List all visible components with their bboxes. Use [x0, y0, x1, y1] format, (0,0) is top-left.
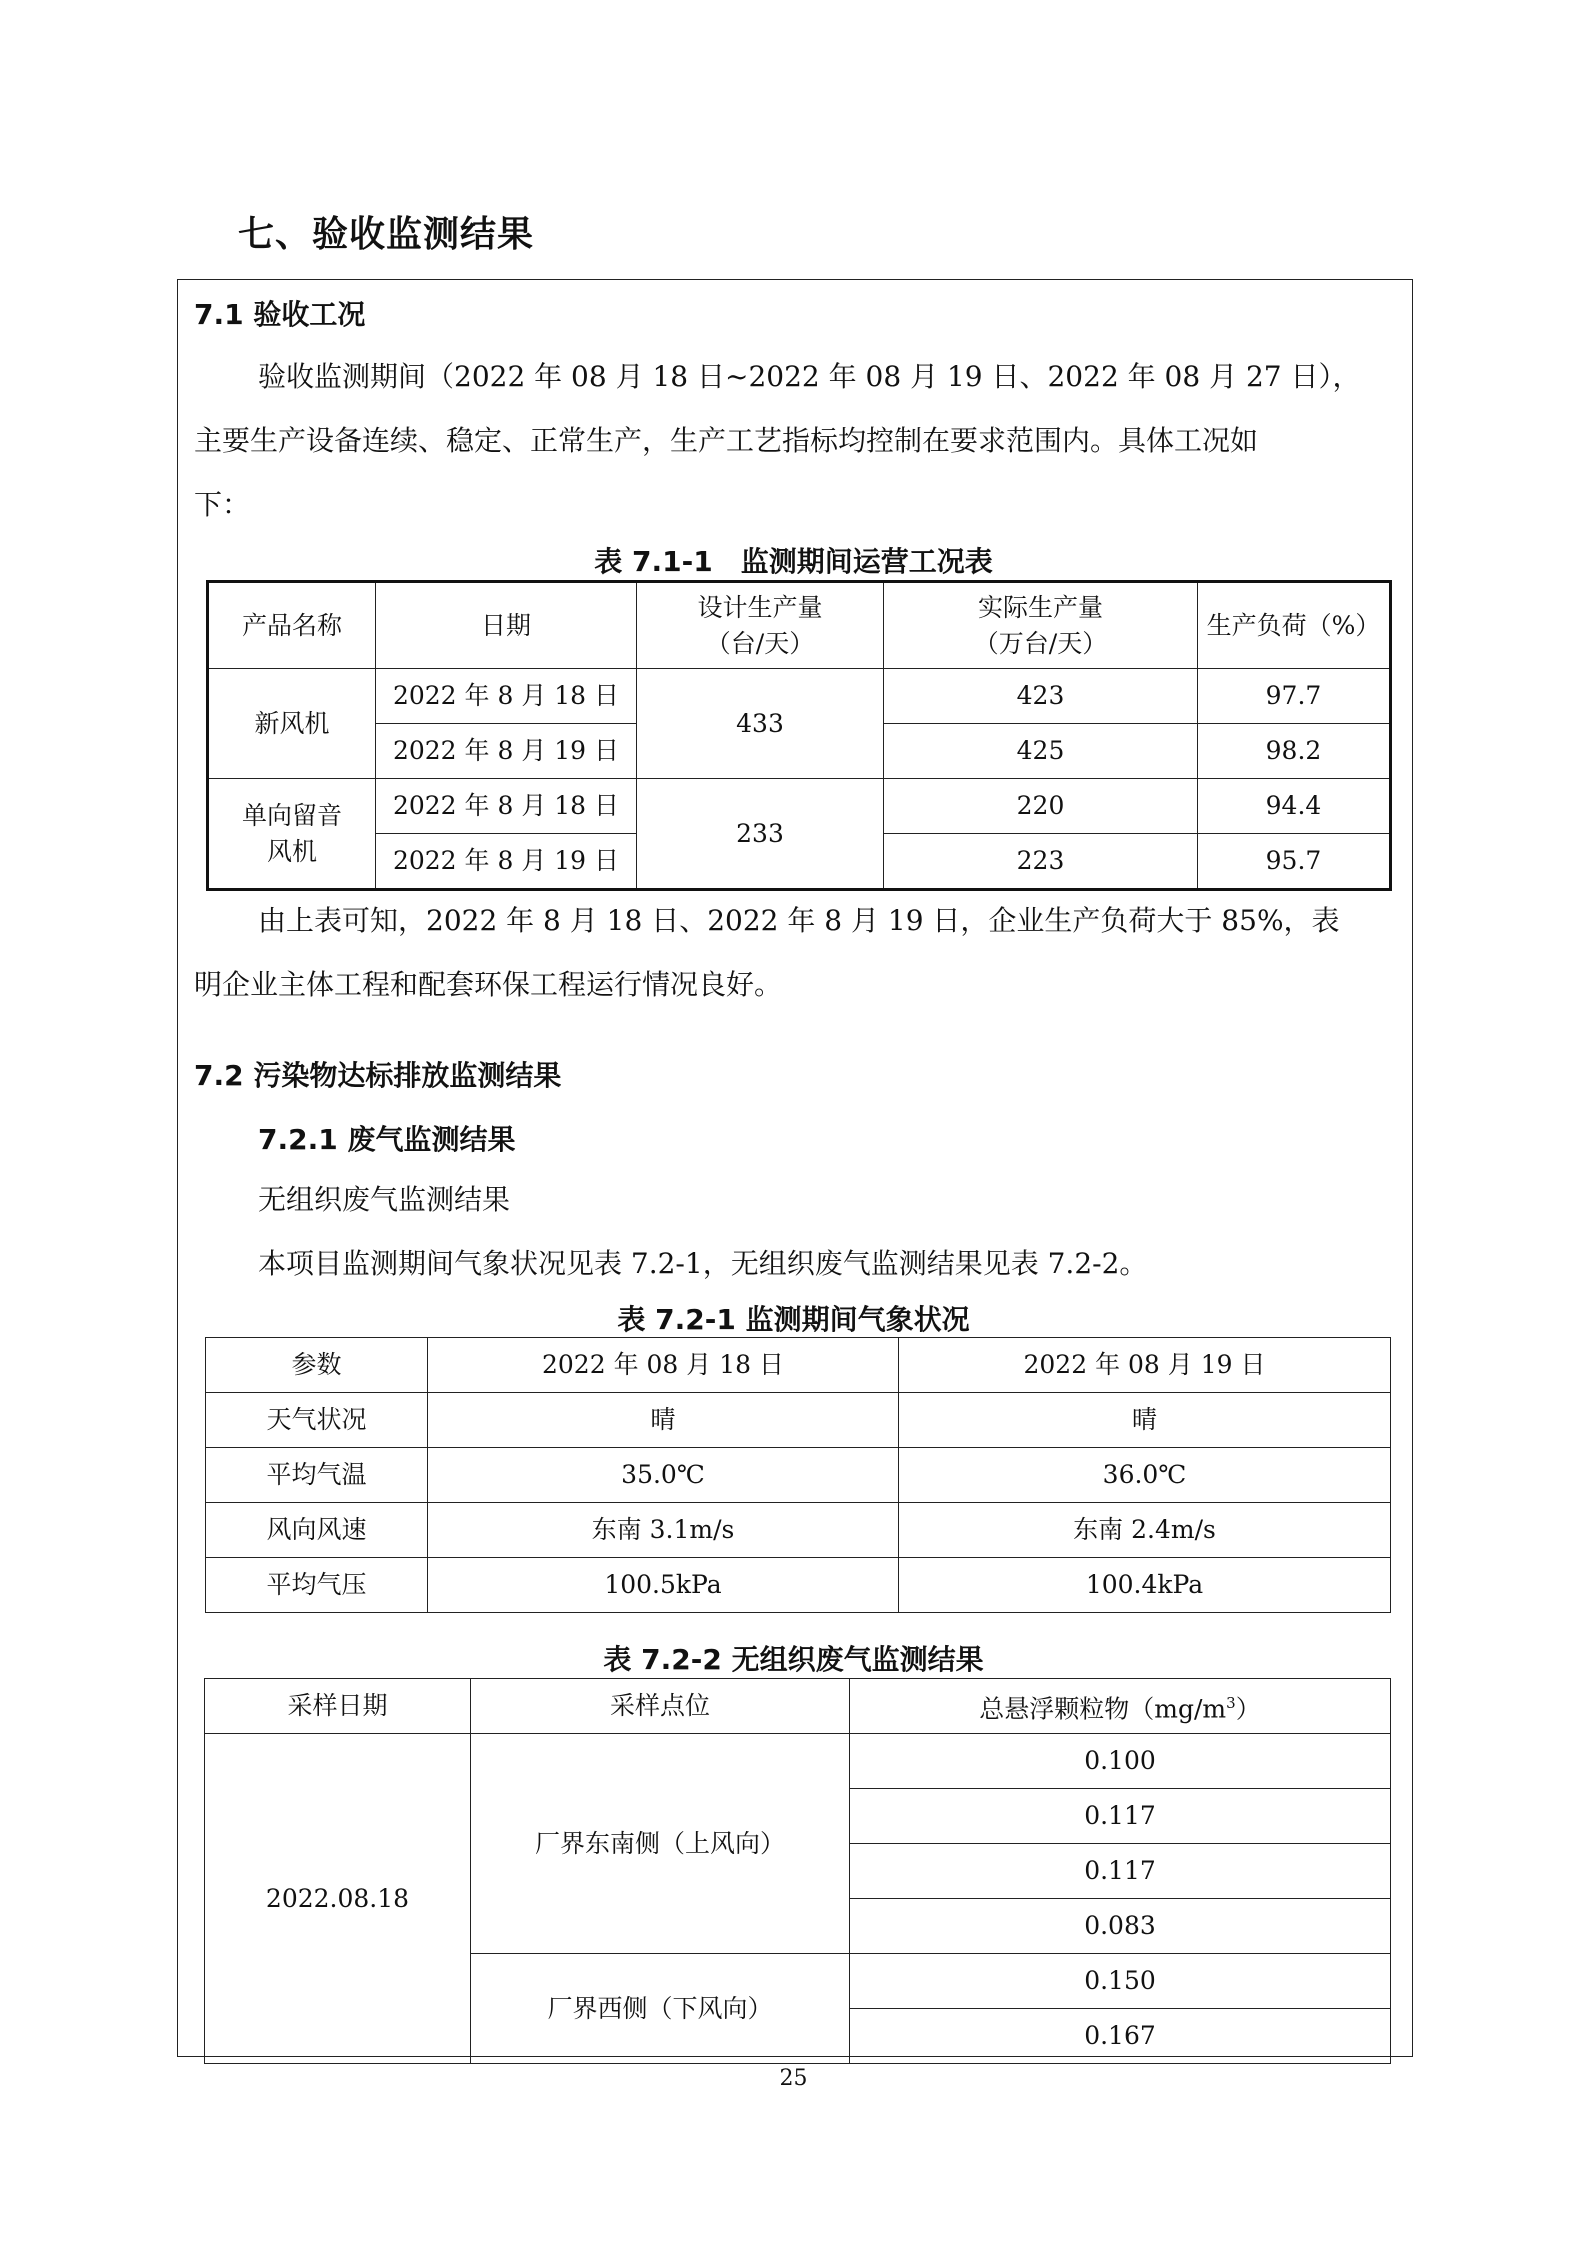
design-capacity-cell: 233	[637, 779, 884, 890]
table-caption-7-2-1: 表 7.2-1 监测期间气象状况	[617, 1303, 970, 1336]
actual-capacity-cell: 220	[884, 779, 1198, 834]
value-cell: 0.117	[850, 1844, 1391, 1899]
sampling-point-cell: 厂界东南侧（上风向）	[471, 1734, 850, 1954]
weather-conditions-table	[205, 1337, 1391, 1613]
header-cell: 采样点位	[471, 1679, 850, 1734]
actual-capacity-cell: 423	[884, 669, 1198, 724]
subsection-heading-7-2-1: 7.2.1 废气监测结果	[258, 1123, 516, 1156]
section-heading-7-1: 7.1 验收工况	[194, 298, 366, 331]
load-cell: 98.2	[1198, 724, 1391, 779]
table-header-row	[205, 1679, 1391, 1734]
value-cell: 晴	[899, 1393, 1391, 1448]
value-cell: 100.5kPa	[428, 1558, 899, 1613]
header-cell: 参数	[206, 1338, 428, 1393]
table-header-row	[208, 582, 1391, 669]
paragraph-line: 验收监测期间（2022 年 08 月 18 日~2022 年 08 月 19 日、2022 年 08 月 27 日），	[258, 360, 1361, 393]
value-cell: 0.100	[850, 1734, 1391, 1789]
section-heading-7-2: 7.2 污染物达标排放监测结果	[194, 1059, 562, 1092]
value-cell: 0.150	[850, 1954, 1391, 2009]
table-caption-7-2-2: 表 7.2-2 无组织废气监测结果	[603, 1643, 984, 1676]
table-row	[206, 1448, 1391, 1503]
value-cell: 0.083	[850, 1899, 1391, 1954]
sampling-point-cell: 厂界西侧（下风向）	[471, 1954, 850, 2064]
parameter-cell: 风向风速	[206, 1503, 428, 1558]
value-cell: 0.117	[850, 1789, 1391, 1844]
actual-capacity-cell: 425	[884, 724, 1198, 779]
value-cell: 36.0℃	[899, 1448, 1391, 1503]
parameter-cell: 天气状况	[206, 1393, 428, 1448]
design-capacity-cell: 433	[637, 669, 884, 779]
table-row	[205, 1734, 1391, 1789]
header-cell: 采样日期	[205, 1679, 471, 1734]
sampling-date-cell: 2022.08.18	[205, 1734, 471, 2064]
table-caption-7-1-1: 表 7.1-1 监测期间运营工况表	[594, 545, 993, 578]
header-cell: 生产负荷（%）	[1198, 582, 1391, 669]
paragraph-line: 由上表可知，2022 年 8 月 18 日、2022 年 8 月 19 日，企业生产负荷大于 85%，表	[258, 904, 1340, 937]
load-cell: 95.7	[1198, 834, 1391, 890]
date-cell: 2022 年 8 月 18 日	[376, 779, 637, 834]
header-cell: 2022 年 08 月 19 日	[899, 1338, 1391, 1393]
header-cell: 设计生产量 （台/天）	[637, 582, 884, 669]
table-row	[208, 779, 1391, 834]
actual-capacity-cell: 223	[884, 834, 1198, 890]
table-row	[206, 1558, 1391, 1613]
value-cell: 100.4kPa	[899, 1558, 1391, 1613]
date-cell: 2022 年 8 月 19 日	[376, 724, 637, 779]
fugitive-emission-table	[204, 1678, 1391, 2064]
product-cell: 新风机	[208, 669, 376, 779]
parameter-cell: 平均气压	[206, 1558, 428, 1613]
load-cell: 97.7	[1198, 669, 1391, 724]
table-row	[206, 1393, 1391, 1448]
date-cell: 2022 年 8 月 19 日	[376, 834, 637, 890]
date-cell: 2022 年 8 月 18 日	[376, 669, 637, 724]
paragraph-line: 主要生产设备连续、稳定、正常生产，生产工艺指标均控制在要求范围内。具体工况如	[194, 424, 1259, 457]
header-cell: 产品名称	[208, 582, 376, 669]
operating-conditions-table	[206, 580, 1392, 891]
page-number: 25	[779, 2066, 808, 2091]
value-cell: 东南 3.1m/s	[428, 1503, 899, 1558]
value-cell: 晴	[428, 1393, 899, 1448]
paragraph-line: 本项目监测期间气象状况见表 7.2-1，无组织废气监测结果见表 7.2-2。	[258, 1247, 1148, 1280]
value-cell: 0.167	[850, 2009, 1391, 2064]
parameter-cell: 平均气温	[206, 1448, 428, 1503]
paragraph-line: 无组织废气监测结果	[258, 1183, 511, 1216]
table-row	[206, 1503, 1391, 1558]
table-header-row	[206, 1338, 1391, 1393]
header-cell: 2022 年 08 月 18 日	[428, 1338, 899, 1393]
table-row	[208, 669, 1391, 724]
value-cell: 35.0℃	[428, 1448, 899, 1503]
header-cell: 总悬浮颗粒物$(mg/m^3)$	[850, 1679, 1391, 1734]
value-cell: 东南 2.4m/s	[899, 1503, 1391, 1558]
header-cell: 日期	[376, 582, 637, 669]
paragraph-line: 下：	[194, 488, 251, 521]
header-cell: 实际生产量 （万台/天）	[884, 582, 1198, 669]
product-cell: 单向留音 风机	[208, 779, 376, 890]
load-cell: 94.4	[1198, 779, 1391, 834]
chapter-title: 七、验收监测结果	[238, 214, 535, 255]
paragraph-line: 明企业主体工程和配套环保工程运行情况良好。	[194, 968, 783, 1001]
